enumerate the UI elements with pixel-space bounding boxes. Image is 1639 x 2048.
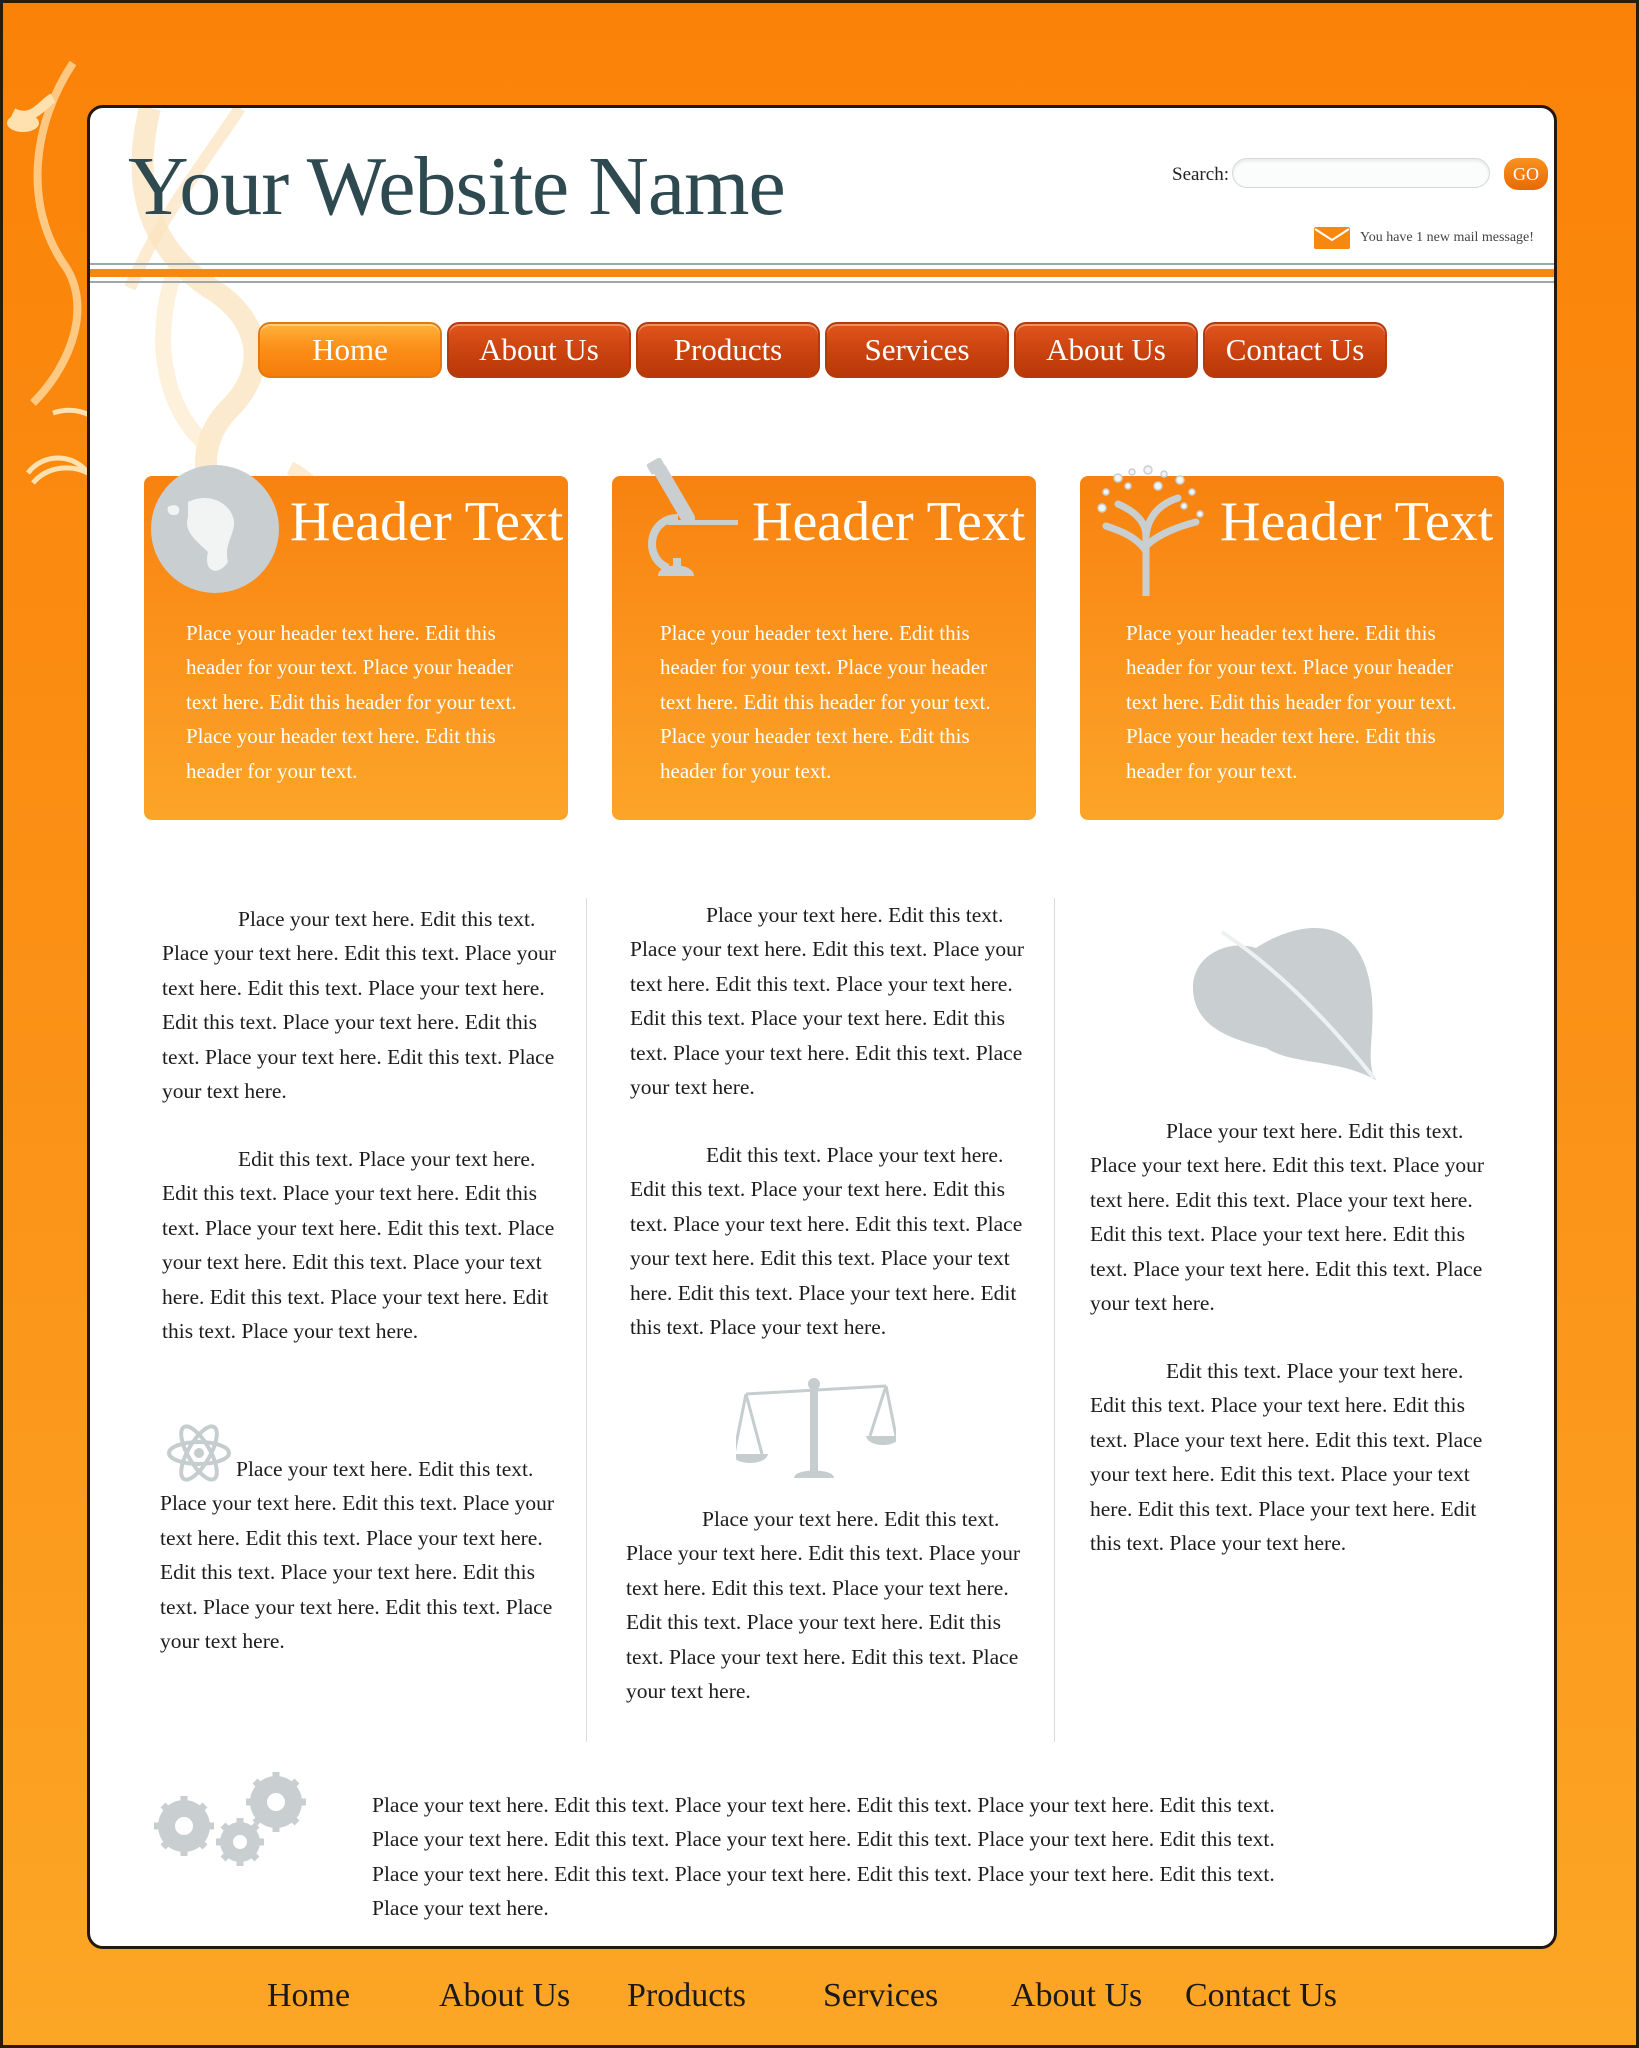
header-divider-bottom — [90, 281, 1554, 283]
bottom-nav-about-us-2[interactable]: About Us — [1011, 1977, 1143, 2014]
mail-icon[interactable] — [1314, 227, 1350, 249]
mail-notification[interactable]: You have 1 new mail message! — [1360, 230, 1534, 245]
middle-paragraph-2 — [630, 1138, 1030, 1344]
leaf-icon — [1186, 908, 1382, 1088]
left-paragraph-1 — [162, 902, 562, 1108]
card-1-title: Header Text — [290, 491, 564, 553]
right-paragraph-2 — [1090, 1354, 1490, 1560]
globe-icon — [148, 462, 282, 596]
nav-services[interactable]: Services — [825, 322, 1009, 378]
middle-paragraph-1-text: Place your text here. Edit this text. Place your text here. Edit this text. Place your text here. Edit this text. Place your text here. Edit this text. Place your text here. Edit this text. Place your text here. Edit this text. Place your text here. — [630, 903, 1025, 1100]
right-paragraph-1 — [1090, 1114, 1490, 1320]
bottom-nav-about-us[interactable]: About Us — [439, 1977, 571, 2014]
middle-paragraph-3 — [626, 1502, 1026, 1708]
content-panel — [87, 105, 1557, 1949]
nav-about-us-2[interactable]: About Us — [1014, 322, 1198, 378]
card-2-title: Header Text — [752, 491, 1026, 553]
right-paragraph-2-text: Edit this text. Place your text here. Edit this text. Place your text here. Edit this text. Place your text here. Edit this text. Place your text here. Edit this text. Place your text here. Edit this text. Place your text here. Edit this text. Place your text here. — [1090, 1359, 1483, 1556]
middle-paragraph-2-text: Edit this text. Place your text here. Edit this text. Place your text here. Edit this text. Place your text here. Edit this text. Place your text here. Edit this text. Place your text here. Edit this text. Place your text here. Edit this text. Place your text here. — [630, 1143, 1023, 1340]
left-paragraph-3 — [160, 1452, 560, 1658]
go-button[interactable]: GO — [1504, 158, 1548, 190]
left-paragraph-3-text: Place your text here. Edit this text. Place your text here. Edit this text. Place your text here. Edit this text. Place your text here. Edit this text. Place your text here. Edit this text. Place your text here. Edit this text. Place your text here. — [160, 1457, 555, 1654]
middle-paragraph-1 — [630, 898, 1030, 1104]
search-label: Search: — [1172, 164, 1229, 185]
bottom-nav-contact-us[interactable]: Contact Us — [1185, 1977, 1338, 2014]
header-divider-orange — [90, 269, 1554, 277]
scales-icon — [736, 1374, 896, 1484]
column-divider-2 — [1054, 898, 1055, 1742]
microscope-icon — [638, 458, 748, 588]
card-3-body: Place your header text here. Edit this header for your text. Place your header text here. Edit this header for your text. Place your header text here. Edit this header for your text. — [1126, 621, 1457, 783]
middle-paragraph-3-text: Place your text here. Edit this text. Place your text here. Edit this text. Place your text here. Edit this text. Place your text here. Edit this text. Place your text here. Edit this text. Place your text here. Edit this text. Place your text here. — [626, 1507, 1021, 1704]
nav-about-us[interactable]: About Us — [447, 322, 631, 378]
card-1-body: Place your header text here. Edit this header for your text. Place your header text here. Edit this header for your text. Place your header text here. Edit this header for your text. — [186, 621, 517, 783]
gears-icon — [152, 1772, 312, 1872]
right-paragraph-1-text: Place your text here. Edit this text. Place your text here. Edit this text. Place your text here. Edit this text. Place your text here. Edit this text. Place your text here. Edit this text. Place your text here. Edit this text. Place your text here. — [1090, 1119, 1485, 1316]
card-3-title: Header Text — [1220, 491, 1494, 553]
site-title: Your Website Name — [128, 140, 785, 233]
nav-contact-us[interactable]: Contact Us — [1203, 322, 1387, 378]
left-paragraph-1-text: Place your text here. Edit this text. Place your text here. Edit this text. Place your text here. Edit this text. Place your text here. Edit this text. Place your text here. Edit this text. Place your text here. Edit this text. Place your text here. — [162, 907, 557, 1104]
header-card-2 — [612, 476, 1036, 820]
left-paragraph-2 — [162, 1142, 562, 1348]
header-divider-top — [90, 263, 1554, 265]
left-paragraph-2-text: Edit this text. Place your text here. Edit this text. Place your text here. Edit this text. Place your text here. Edit this text. Place your text here. Edit this text. Place your text here. Edit this text. Place your text here. Edit this text. Place your text here. — [162, 1147, 555, 1344]
column-divider-1 — [586, 898, 587, 1742]
card-2-body: Place your header text here. Edit this header for your text. Place your header text here. Edit this header for your text. Place your header text here. Edit this header for your text. — [660, 621, 991, 783]
nav-products[interactable]: Products — [636, 322, 820, 378]
bottom-nav-services[interactable]: Services — [823, 1977, 939, 2014]
footer-paragraph: Place your text here. Edit this text. Place your text here. Edit this text. Place your text here. Edit this text. Place your text here. Edit this text. Place your text here. Edit this text. Place your text here. Edit this text. Place your text here. Edit this text. Place your text here. Edit this text. Place your text here. Edit this text. Place your text here. — [372, 1793, 1275, 1921]
header-card-3 — [1080, 476, 1504, 820]
header-card-1 — [144, 476, 568, 820]
search-input[interactable] — [1232, 158, 1490, 188]
bottom-nav-products[interactable]: Products — [627, 1977, 746, 2014]
nav-home[interactable]: Home — [258, 322, 442, 378]
tree-icon — [1088, 456, 1212, 596]
bottom-nav-home[interactable]: Home — [267, 1977, 351, 2014]
